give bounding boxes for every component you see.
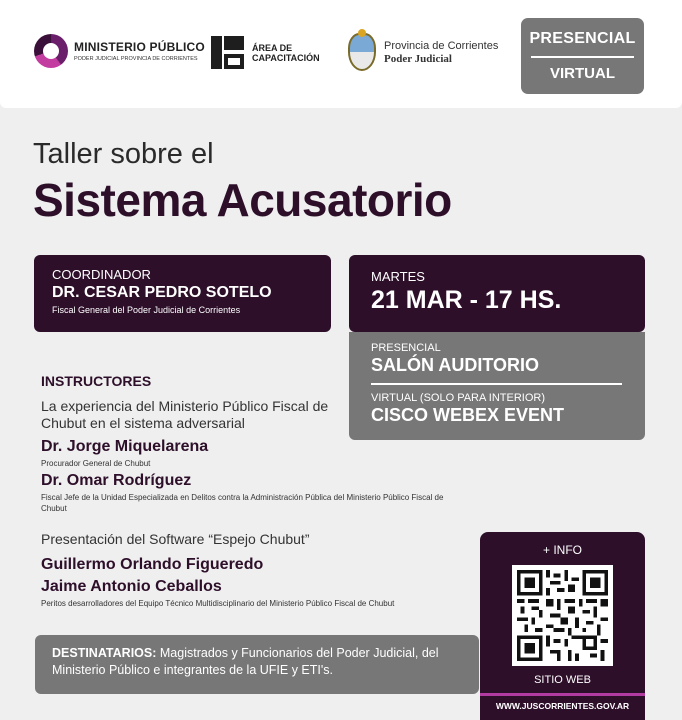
instructor-1-name: Dr. Jorge Miquelarena — [41, 438, 209, 455]
info-panel — [480, 532, 645, 720]
qr-caption: SITIO WEB — [534, 674, 591, 686]
event-day: MARTES — [371, 269, 425, 284]
coordinator-role: Fiscal General del Poder Judicial de Corrientes — [52, 305, 241, 315]
coordinator-label: COORDINADOR — [52, 267, 151, 282]
venue-presencial-label: PRESENCIAL — [371, 342, 441, 354]
area-capacitacion-line1: ÁREA DE — [252, 42, 293, 53]
website-url[interactable]: WWW.JUSCORRIENTES.GOV.AR — [495, 701, 630, 711]
ministerio-publico-logo — [34, 34, 205, 68]
poder-judicial-name: Poder Judicial — [384, 52, 452, 65]
info-heading: + INFO — [542, 543, 582, 557]
instructor-1-role: Procurador General de Chubut — [41, 459, 151, 468]
modality-divider — [531, 56, 634, 58]
info-accent-bar — [480, 693, 645, 696]
instructor-group-2 — [41, 554, 263, 598]
instructors-heading: INSTRUCTORES — [41, 373, 152, 389]
audience-box — [35, 635, 479, 694]
venue-virtual-place: CISCO WEBEX EVENT — [371, 405, 565, 425]
audience-text: Magistrados y Funcionarios del Poder Judicial, del Ministerio Público e integrantes de la UFIE y ETI's. — [52, 646, 439, 677]
venue-presencial-place: SALÓN AUDITORIO — [371, 355, 540, 375]
area-capacitacion-logo — [211, 36, 320, 69]
audience-label: DESTINATARIOS: — [52, 646, 157, 660]
provincia-name: Provincia de Corrientes — [384, 39, 499, 52]
instructor-2-name: Dr. Omar Rodríguez — [41, 472, 192, 489]
instructor-1 — [41, 438, 208, 469]
instructor-2 — [41, 472, 461, 514]
ministerio-publico-title: MINISTERIO PÚBLICO — [74, 40, 205, 54]
ministerio-publico-subtitle: PODER JUDICIAL PROVINCIA DE CORRIENTES — [74, 56, 198, 62]
instructor-4-name: Jaime Antonio Ceballos — [41, 578, 222, 595]
date-card — [349, 255, 645, 332]
qr-code-icon[interactable] — [512, 565, 613, 666]
venue-virtual-label: VIRTUAL (SOLO PARA INTERIOR) — [371, 392, 545, 404]
title-line1: Taller sobre el — [33, 138, 214, 170]
instructors-topic1: La experiencia del Ministerio Público Fiscal de Chubut en el sistema adversarial — [41, 398, 329, 431]
instructors-topic2: Presentación del Software “Espejo Chubut” — [41, 531, 310, 547]
area-capacitacion-emblem-icon — [211, 36, 244, 69]
ministerio-publico-emblem-icon — [34, 34, 68, 68]
instructor-3-name: Guillermo Orlando Figueredo — [41, 556, 264, 573]
venue-card — [349, 332, 645, 440]
modality-virtual: VIRTUAL — [550, 65, 615, 82]
modality-badge — [521, 18, 644, 94]
title-line2: Sistema Acusatorio — [33, 174, 452, 226]
area-capacitacion-line2: CAPACITACIÓN — [252, 52, 320, 63]
header-bar — [0, 0, 682, 108]
event-datetime: 21 MAR - 17 HS. — [371, 286, 562, 314]
coordinator-name: DR. CESAR PEDRO SOTELO — [52, 284, 272, 301]
instructor-2-role: Fiscal Jefe de la Unidad Especializada en Delitos contra la Administración Pública del Ministerio Público Fiscal de Chubut — [41, 493, 444, 513]
venue-divider — [371, 383, 622, 385]
poder-judicial-logo — [348, 33, 498, 71]
instructors-3-4-role: Peritos desarrolladores del Equipo Técnico Multidisciplinario del Ministerio Público Fiscal de Chubut — [41, 599, 395, 608]
coordinator-card — [34, 255, 331, 332]
modality-presencial: PRESENCIAL — [529, 30, 636, 47]
coat-of-arms-icon — [348, 33, 376, 71]
